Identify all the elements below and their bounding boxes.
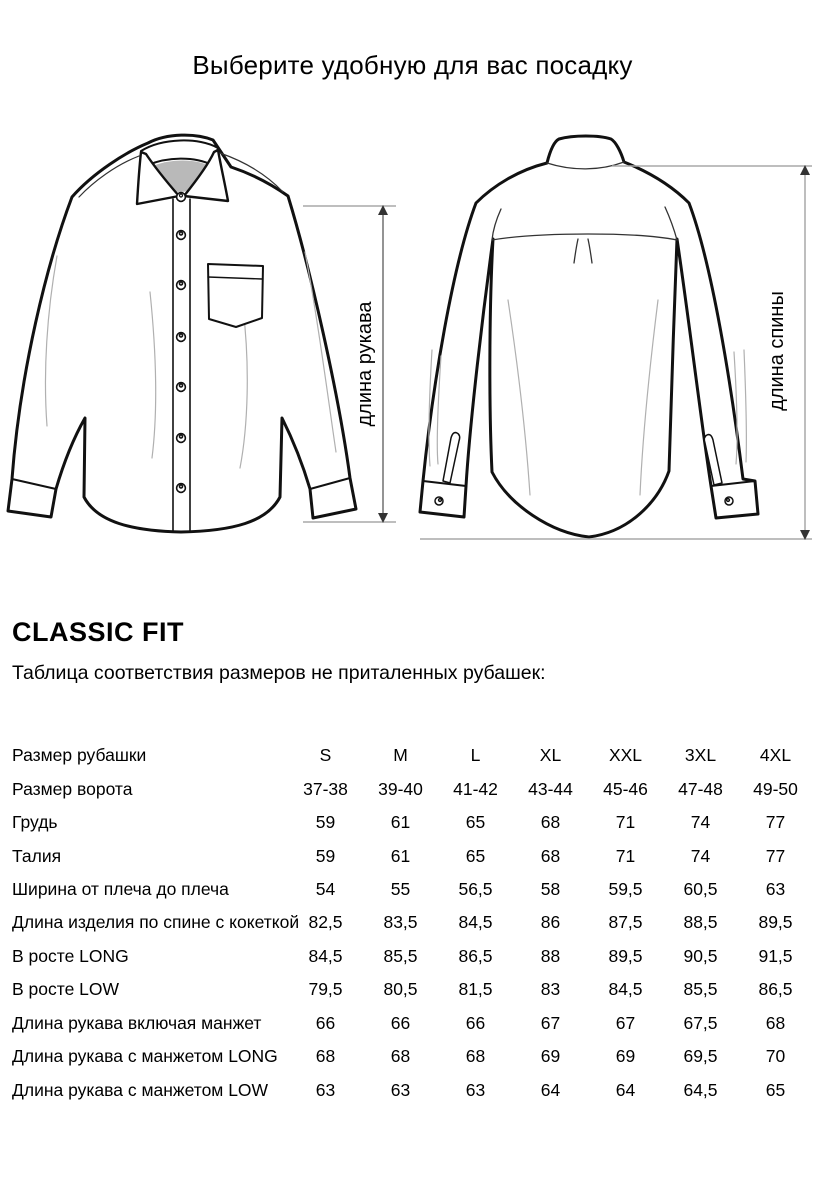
size-value-cell: 77 (765, 845, 786, 866)
size-column-header: XL (539, 745, 562, 766)
front-collar (137, 140, 228, 204)
size-column-header: S (319, 745, 332, 766)
size-value-cell: 69 (540, 1046, 561, 1067)
front-shirt-illustration (8, 135, 356, 532)
size-value-cell: 85,5 (683, 979, 718, 1000)
size-value-cell: 74 (690, 845, 711, 866)
size-value-cell: 87,5 (608, 912, 643, 933)
size-value-cell: 84,5 (458, 912, 493, 933)
size-column-header: 3XL (684, 745, 717, 766)
size-value-cell: 84,5 (308, 945, 343, 966)
size-value-cell: 83,5 (383, 912, 418, 933)
size-value-cell: 59 (315, 812, 336, 833)
table-row (12, 906, 813, 939)
size-table-header-row (12, 739, 813, 772)
row-label: В росте LONG (12, 945, 129, 966)
table-row (12, 973, 813, 1006)
row-label: Размер ворота (12, 778, 133, 799)
size-value-cell: 65 (765, 1079, 786, 1100)
size-value-cell: 67 (615, 1012, 636, 1033)
size-value-cell: 41-42 (453, 778, 498, 799)
row-label: Длина изделия по спине с кокеткой (12, 912, 300, 933)
row-label: Длина рукава с манжетом LONG (12, 1046, 278, 1067)
size-value-cell: 77 (765, 812, 786, 833)
size-value-cell: 59,5 (608, 878, 643, 899)
size-value-cell: 88 (540, 945, 561, 966)
size-column-header: XXL (608, 745, 643, 766)
size-value-cell: 66 (465, 1012, 486, 1033)
size-value-cell: 47-48 (678, 778, 723, 799)
table-row (12, 772, 813, 805)
back-shirt-illustration (420, 136, 758, 537)
size-value-cell: 58 (540, 878, 561, 899)
size-value-cell: 39-40 (378, 778, 423, 799)
table-row (12, 940, 813, 973)
page-title: Выберите удобную для вас посадку (192, 50, 633, 80)
size-value-cell: 80,5 (383, 979, 418, 1000)
size-value-cell: 86,5 (458, 945, 493, 966)
table-row (12, 806, 813, 839)
size-value-cell: 81,5 (458, 979, 493, 1000)
size-value-cell: 79,5 (308, 979, 343, 1000)
size-value-cell: 82,5 (308, 912, 343, 933)
size-value-cell: 68 (390, 1046, 411, 1067)
size-value-cell: 43-44 (528, 778, 573, 799)
size-value-cell: 86 (540, 912, 561, 933)
size-value-cell: 68 (465, 1046, 486, 1067)
size-value-cell: 67 (540, 1012, 561, 1033)
table-row (12, 873, 813, 906)
table-row (12, 1007, 813, 1040)
row-label: Длина рукава включая манжет (12, 1012, 262, 1033)
size-value-cell: 71 (615, 812, 636, 833)
row-label: Длина рукава с манжетом LOW (12, 1079, 269, 1100)
size-value-cell: 71 (615, 845, 636, 866)
size-value-cell: 49-50 (753, 778, 798, 799)
size-value-cell: 56,5 (458, 878, 493, 899)
back-length-label: длина спины (766, 291, 788, 411)
size-table-body (12, 739, 813, 1107)
table-row (12, 839, 813, 872)
size-value-cell: 83 (540, 979, 561, 1000)
row-label: Размер рубашки (12, 745, 147, 766)
size-value-cell: 63 (315, 1079, 336, 1100)
table-row (12, 1073, 813, 1106)
size-value-cell: 65 (465, 812, 486, 833)
size-value-cell: 90,5 (683, 945, 718, 966)
size-value-cell: 45-46 (603, 778, 648, 799)
size-value-cell: 68 (765, 1012, 786, 1033)
size-value-cell: 63 (390, 1079, 411, 1100)
row-label: Ширина от плеча до плеча (12, 878, 229, 899)
row-label: Грудь (12, 812, 58, 833)
size-value-cell: 55 (390, 878, 411, 899)
size-value-cell: 64 (540, 1079, 561, 1100)
size-value-cell: 69 (615, 1046, 636, 1067)
size-value-cell: 86,5 (758, 979, 793, 1000)
size-column-header: L (470, 745, 481, 766)
size-value-cell: 69,5 (683, 1046, 718, 1067)
size-value-cell: 85,5 (383, 945, 418, 966)
size-value-cell: 61 (390, 812, 411, 833)
size-value-cell: 70 (765, 1046, 786, 1067)
section-heading: CLASSIC FIT (12, 617, 184, 647)
size-value-cell: 84,5 (608, 979, 643, 1000)
size-value-cell: 54 (315, 878, 336, 899)
chest-pocket (208, 264, 263, 327)
size-column-header: 4XL (759, 745, 792, 766)
size-value-cell: 67,5 (683, 1012, 718, 1033)
size-column-header: M (393, 745, 408, 766)
size-value-cell: 60,5 (683, 878, 718, 899)
size-value-cell: 68 (540, 812, 561, 833)
size-value-cell: 59 (315, 845, 336, 866)
size-value-cell: 64 (615, 1079, 636, 1100)
shirt-measurement-figure (0, 120, 825, 600)
size-table (12, 739, 813, 1107)
size-value-cell: 66 (390, 1012, 411, 1033)
row-label: В росте LOW (12, 979, 120, 1000)
size-value-cell: 88,5 (683, 912, 718, 933)
size-value-cell: 37-38 (303, 778, 348, 799)
size-value-cell: 68 (315, 1046, 336, 1067)
size-value-cell: 91,5 (758, 945, 793, 966)
size-value-cell: 65 (465, 845, 486, 866)
size-value-cell: 64,5 (683, 1079, 718, 1100)
size-diagram (0, 120, 825, 600)
size-value-cell: 68 (540, 845, 561, 866)
size-value-cell: 63 (765, 878, 786, 899)
size-value-cell: 74 (690, 812, 711, 833)
sleeve-length-label: длина рукава (354, 301, 376, 427)
size-value-cell: 89,5 (758, 912, 793, 933)
size-value-cell: 61 (390, 845, 411, 866)
row-label: Талия (12, 845, 62, 866)
back-shirt-outline (420, 136, 758, 537)
size-value-cell: 63 (465, 1079, 486, 1100)
size-value-cell: 66 (315, 1012, 336, 1033)
size-value-cell: 89,5 (608, 945, 643, 966)
section-subtitle: Таблица соответствия размеров не приталенных рубашек: (12, 662, 546, 684)
table-row (12, 1040, 813, 1073)
